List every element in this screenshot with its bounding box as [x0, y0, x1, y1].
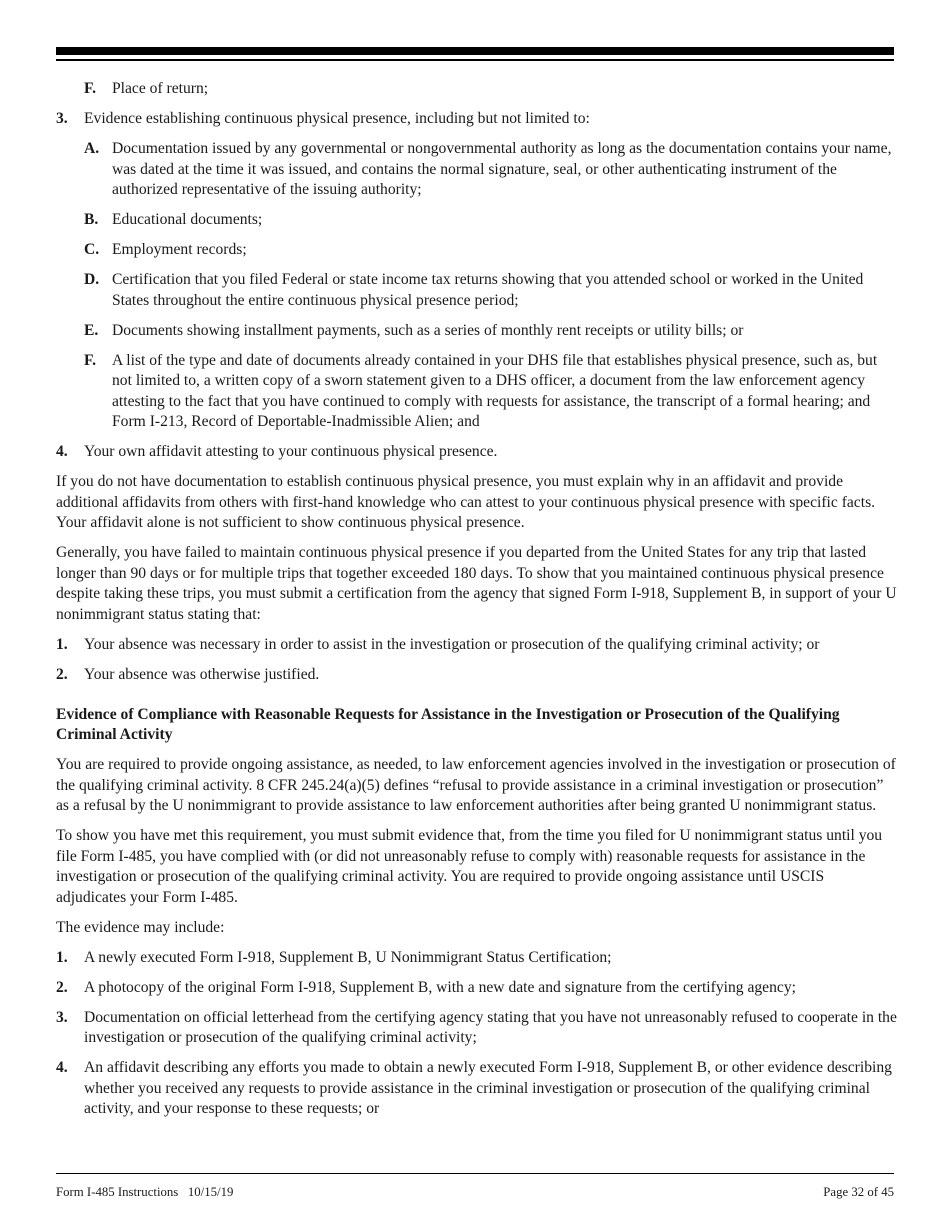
- list-item-text: Certification that you filed Federal or state income tax returns showing that you attended school or worked in the United States throughout the entire continuous physical presence period;: [112, 271, 864, 309]
- paragraph-ongoing-assistance: You are required to provide ongoing assistance, as needed, to law enforcement agencies involved in the investigation or prosecution of the qualifying criminal activity. 8 CFR 245.24(a)(5) defines “refusal to provide assistance in a criminal investigation or prosecution” as a refusal by the U nonimmigrant to provide assistance to law enforcement authorities after being granted U nonimmigrant status.: [56, 756, 896, 814]
- list-marker: 4.: [56, 443, 68, 460]
- paragraph-requirement: To show you have met this requirement, you must submit evidence that, from the time you filed for U nonimmigrant status until you file Form I-485, you have complied with (or did not unreasonably refuse to comply with) reasonable requests for assistance in the investigation or prosecution of the qualifying criminal activity. You are required to provide ongoing assistance until USCIS adjudicates your Form I-485.: [56, 827, 883, 906]
- page-content: [56, 79, 898, 1129]
- footer-rule: [56, 1173, 894, 1174]
- absence-item-2: [56, 665, 898, 686]
- list-item-3: [56, 109, 898, 130]
- header-rule-thin: [56, 59, 894, 61]
- list-item-text: A photocopy of the original Form I-918, Supplement B, with a new date and signature from the certifying agency;: [84, 978, 796, 996]
- list-marker: 3.: [56, 110, 68, 127]
- header-rule-thick: [56, 47, 894, 55]
- list-item-4: [56, 442, 898, 463]
- list-marker: 4.: [56, 1059, 68, 1076]
- list-item-text: A list of the type and date of documents already contained in your DHS file that establishes physical presence, such as, but not limited to, a written copy of a sworn statement given to a DHS officer, a document from the law enforcement agency attesting to the fact that you have continued to comply with requests for assistance, the transcript of a formal hearing; and Form I-213, Record of Deportable-Inadmissible Alien; and: [112, 351, 878, 430]
- list-item-text: A newly executed Form I-918, Supplement B, U Nonimmigrant Status Certification;: [84, 948, 612, 966]
- list-item-text: Place of return;: [112, 80, 209, 97]
- list-item-text: Educational documents;: [112, 211, 263, 228]
- list-marker: F.: [84, 351, 96, 369]
- sub-item-e: [56, 321, 898, 342]
- section-heading: Evidence of Compliance with Reasonable Requests for Assistance in the Investigation or Prosecution of the Qualifying Criminal Activity: [56, 705, 840, 743]
- list-item-text: Your absence was otherwise justified.: [84, 665, 320, 683]
- list-marker: F.: [84, 80, 96, 97]
- list-item-text: An affidavit describing any efforts you made to obtain a newly executed Form I-918, Supplement B, or other evidence describing whether you received any requests to provide assistance in the criminal investigation or prosecution of the qualifying criminal activity, and your response to these requests; or: [84, 1059, 892, 1117]
- list-marker: A.: [84, 140, 100, 157]
- list-marker: D.: [84, 271, 100, 288]
- list-marker: E.: [84, 321, 99, 339]
- footer-form-label: Form I-485 Instructions 10/15/19: [56, 1185, 234, 1199]
- evidence-item-2: [56, 978, 898, 999]
- evidence-item-1: [56, 948, 898, 969]
- evidence-item-4: [56, 1058, 898, 1120]
- list-item-text: Evidence establishing continuous physical presence, including but not limited to:: [84, 110, 590, 127]
- paragraph-continuous-presence: Generally, you have failed to maintain continuous physical presence if you departed from the United States for any trip that lasted longer than 90 days or for multiple trips that together exceeded 180 days. To show that you maintained continuous physical presence despite taking these trips, you must submit a certification from the agency that signed Form I-918, Supplement B, in support of your U nonimmigrant status stating that:: [56, 544, 897, 623]
- list-item-text: Documents showing installment payments, such as a series of monthly rent receipts or utility bills; or: [112, 321, 744, 339]
- list-item-text: Documentation issued by any governmental or nongovernmental authority as long as the documentation contains your name, was dated at the time it was issued, and contains the normal signature, seal, or other authenticating instrument of the authorized representative of the issuing authority;: [112, 140, 892, 198]
- sub-item-d: [56, 270, 898, 311]
- list-marker: 2.: [56, 665, 68, 683]
- sub-item-f: [56, 351, 898, 433]
- sub-item-c: [56, 240, 898, 261]
- paragraph-evidence-intro: The evidence may include:: [56, 918, 225, 936]
- absence-item-1: [56, 635, 898, 656]
- list-marker: 3.: [56, 1008, 68, 1026]
- evidence-item-3: [56, 1008, 898, 1049]
- list-item-text: Employment records;: [112, 241, 247, 258]
- list-marker: 1.: [56, 635, 68, 653]
- list-item-continued-f: [56, 79, 898, 100]
- list-item-text: Documentation on official letterhead from the certifying agency stating that you have not unreasonably refused to cooperate in the investigation or prosecution of the qualifying criminal activity;: [84, 1008, 897, 1046]
- footer-page-number: Page 32 of 45: [823, 1185, 894, 1199]
- list-item-text: Your own affidavit attesting to your continuous physical presence.: [84, 443, 498, 460]
- spacer: [56, 695, 898, 705]
- list-marker: 1.: [56, 948, 68, 966]
- sub-item-a: [56, 139, 898, 201]
- spacer: [56, 746, 898, 756]
- list-marker: C.: [84, 241, 100, 258]
- list-marker: B.: [84, 211, 99, 228]
- paragraph-documentation: If you do not have documentation to establish continuous physical presence, you must explain why in an affidavit and provide additional affidavits from others with first-hand knowledge who can attest to your continuous physical presence with specific facts. Your affidavit alone is not sufficient to show continuous physical presence.: [56, 473, 876, 531]
- list-item-text: Your absence was necessary in order to assist in the investigation or prosecution of the qualifying criminal activity; or: [84, 635, 820, 653]
- list-marker: 2.: [56, 978, 68, 996]
- sub-item-b: [56, 210, 898, 231]
